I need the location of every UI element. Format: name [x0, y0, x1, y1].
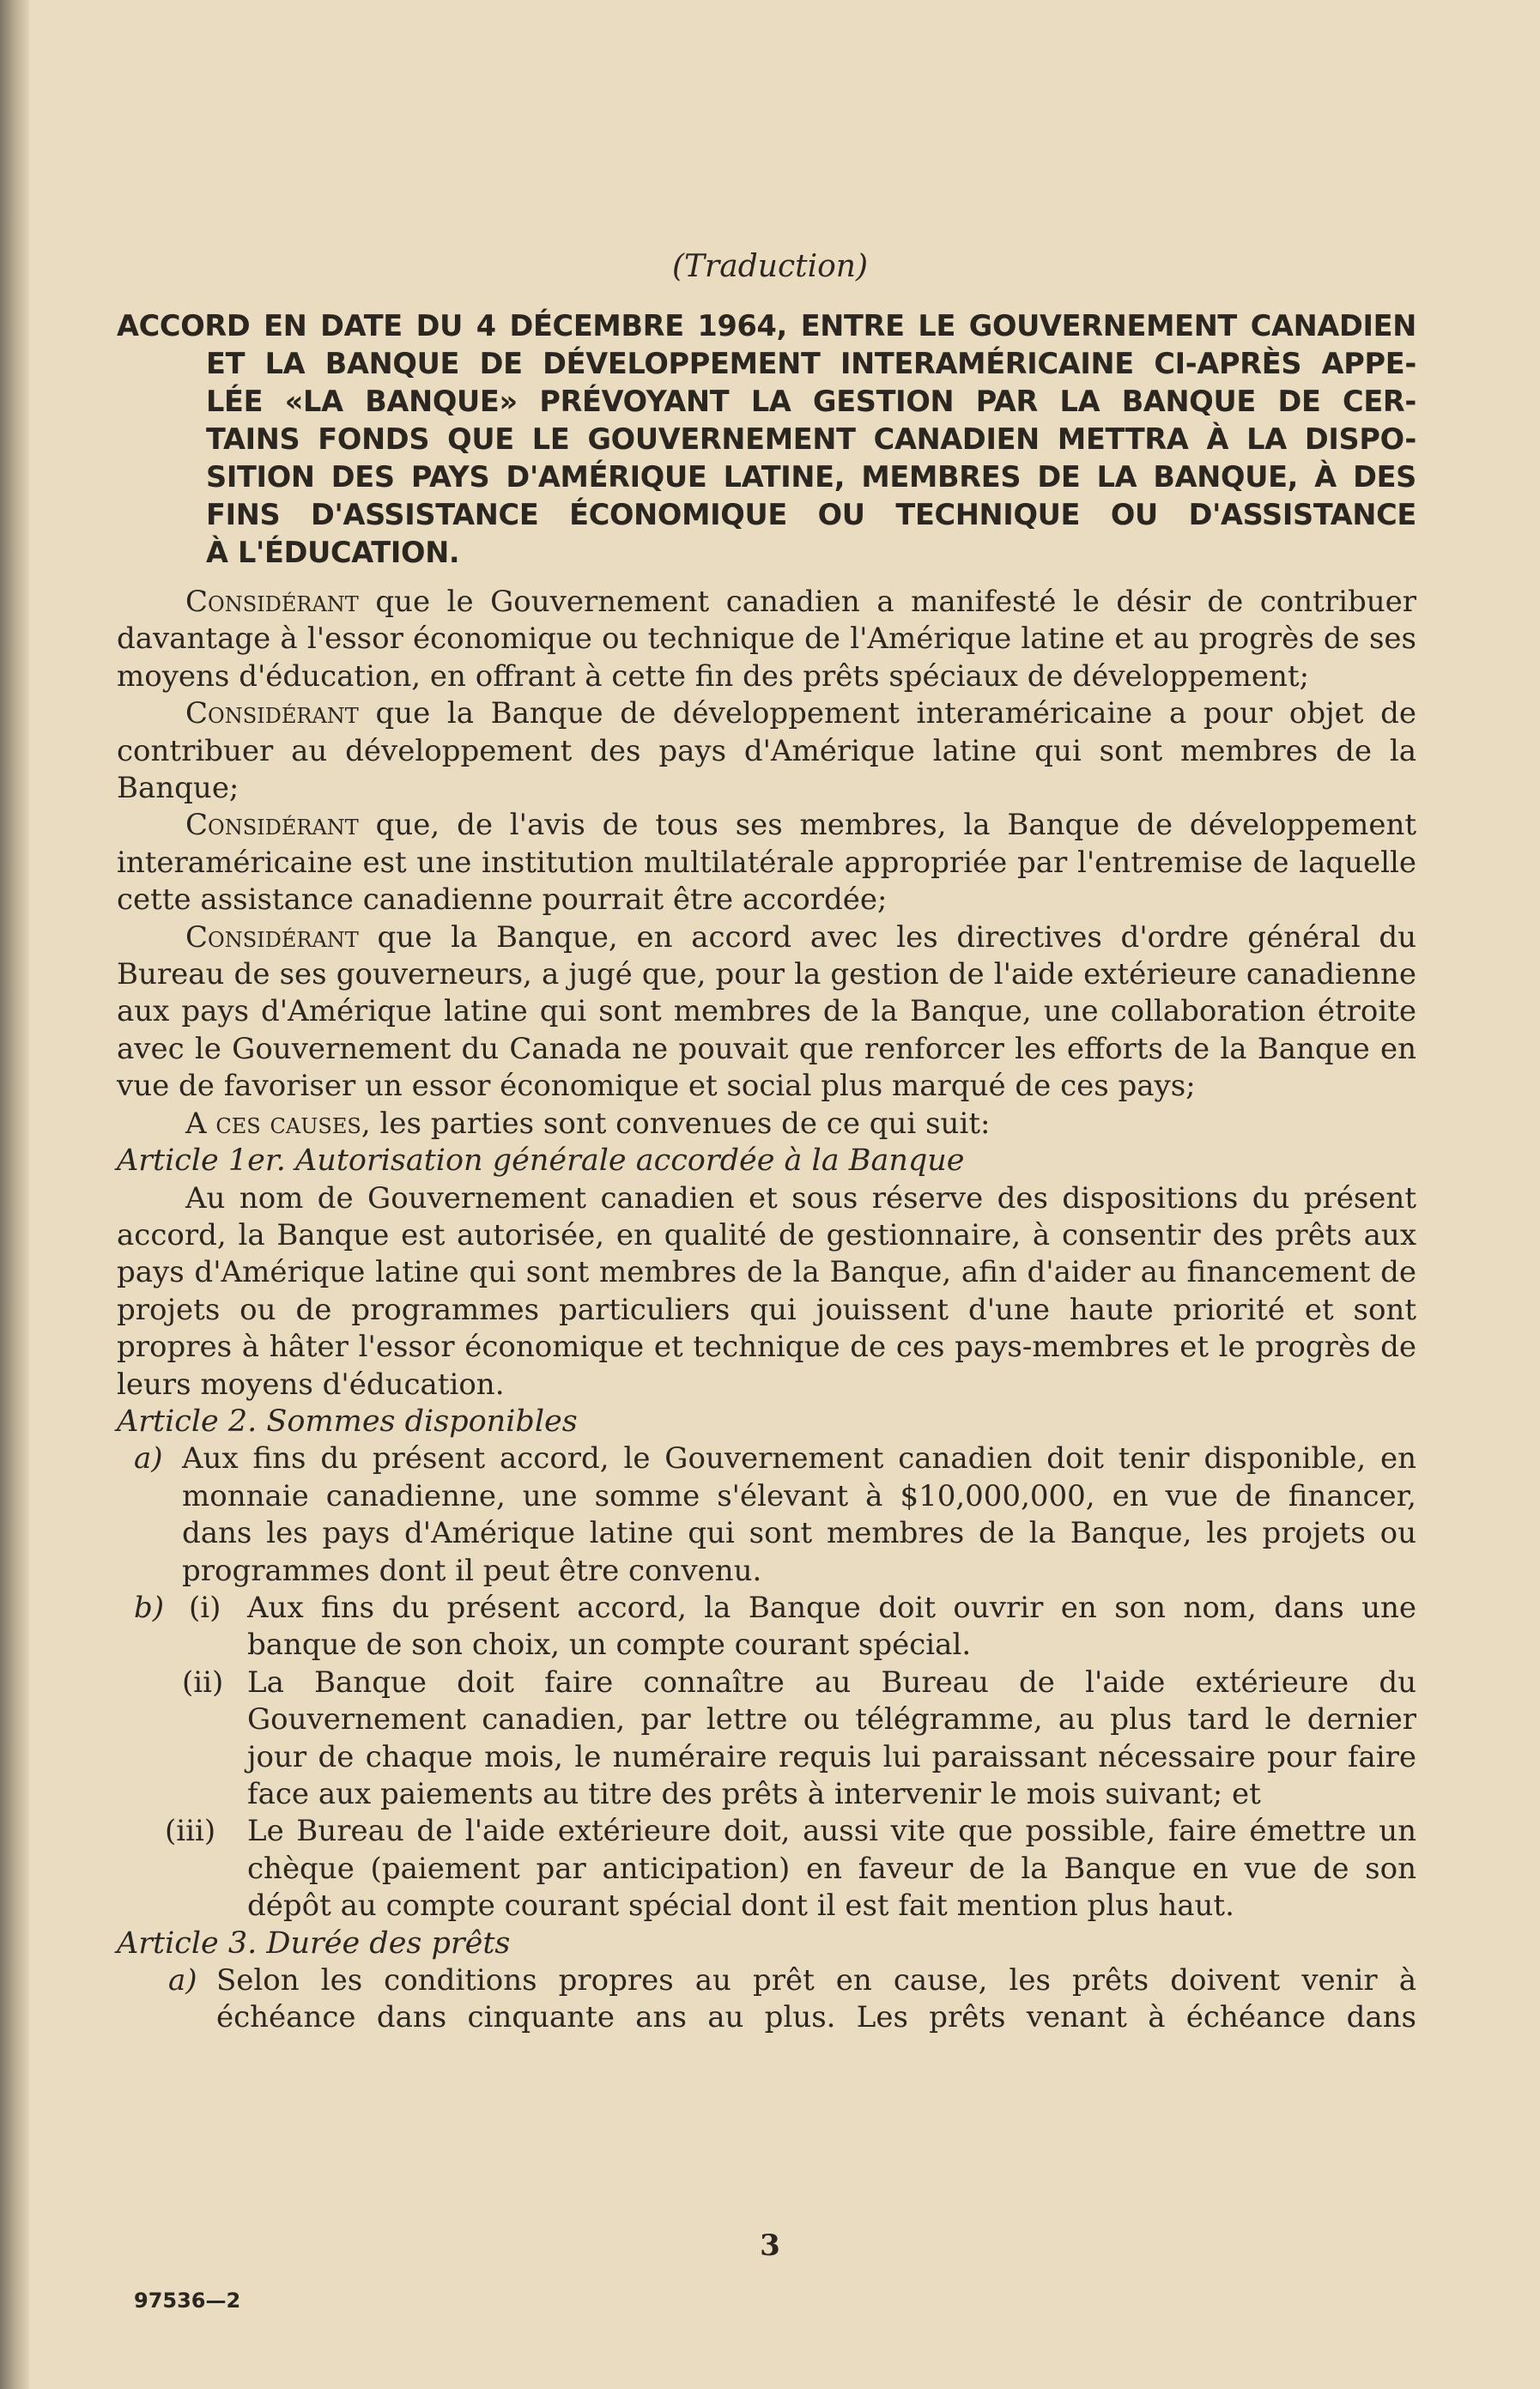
considerant-lead: Considérant	[185, 585, 359, 619]
considerant-text: que, de l'avis de tous ses membres, la Banque de développement interaméricaine est une institution multilatérale appropriée par l'entremise de laquelle cette assistance canadienne pourrait être accordée;	[117, 808, 1416, 918]
subitem-text: Le Bureau de l'aide extérieure doit, aussi vite que possible, faire émettre un chèque (paiement par anticipation) en faveur de la Banque en vue de son dépôt au compte courant spécial dont il est fait mention plus haut.	[247, 1814, 1416, 1924]
considerant-text: que la Banque de développement interaméricaine a pour objet de contribuer au développement des pays d'Amérique latine qui sont membres de la Banque;	[117, 696, 1416, 806]
item-text: Selon les conditions propres au prêt en cause, les prêts doivent venir à échéance dans cinquante ans au plus. Les prêts venant à échéance dans	[216, 1963, 1416, 2035]
subitem-label: (iii)	[165, 1814, 216, 1849]
considerant-paragraph	[117, 695, 1416, 807]
subitem-label: (i)	[189, 1590, 221, 1625]
item-label: b)	[134, 1590, 165, 1625]
article-2-heading: Article 2. Sommes disponibles	[117, 1404, 578, 1439]
considerant-lead: Considérant	[185, 696, 359, 731]
article-2-item-a	[117, 1440, 1416, 1590]
preamble	[117, 584, 1416, 2037]
article-1-heading: Article 1er. Autorisation générale accordée à la Banque	[117, 1143, 965, 1179]
article-3-item-a	[117, 1962, 1416, 2037]
considerant-text: que la Banque, en accord avec les directives d'ordre général du Bureau de ses gouverneurs, a jugé que, pour la gestion de l'aide extérieure canadienne aux pays d'Amérique latine qui sont membres de la Banque, une collaboration étroite avec le Gouvernement du Canada ne pouvait que renforcer les efforts de la Banque en vue de favoriser un essor économique et social plus marqué de ces pays;	[117, 919, 1416, 1104]
title-line: ACCORD EN DATE DU 4 DÉCEMBRE 1964, ENTRE LE GOUVERNEMENT CANADIEN	[117, 309, 1416, 343]
article-2-item-b-ii	[117, 1664, 1416, 1814]
causes-lead: A ces causes	[185, 1106, 361, 1141]
item-label: a)	[168, 1963, 197, 1998]
print-code: 97536—2	[134, 2289, 241, 2313]
title-line: FINS D'ASSISTANCE ÉCONOMIQUE OU TECHNIQUE OU D'ASSISTANCE	[206, 498, 1416, 531]
considerant-text: que le Gouvernement canadien a manifesté le désir de contribuer davantage à l'essor économique ou technique de l'Amérique latine et au progrès de ses moyens d'éducation, en offrant à cette fin des prêts spéciaux de développement;	[117, 585, 1416, 694]
title-line: SITION DES PAYS D'AMÉRIQUE LATINE, MEMBRES DE LA BANQUE, À DES	[206, 460, 1416, 494]
article-2-item-b-i	[117, 1590, 1416, 1664]
considerant-paragraph	[117, 584, 1416, 695]
translation-note: (Traduction)	[671, 249, 868, 284]
causes-text: , les parties sont convenues de ce qui suit:	[361, 1106, 991, 1141]
item-text: Aux fins du présent accord, le Gouvernement canadien doit tenir disponible, en monnaie canadienne, une somme s'élevant à $10,000,000, en vue de financer, dans les pays d'Amérique latine qui sont membres de la Banque, les projets ou programmes dont il peut être convenu.	[182, 1441, 1416, 1588]
considerant-lead: Considérant	[185, 919, 359, 955]
title-line: ET LA BANQUE DE DÉVELOPPEMENT INTERAMÉRICAINE CI-APRÈS APPE-	[206, 347, 1416, 380]
title-line: TAINS FONDS QUE LE GOUVERNEMENT CANADIEN METTRA À LA DISPO-	[206, 422, 1416, 456]
subitem-text: La Banque doit faire connaître au Bureau de l'aide extérieure du Gouvernement canadien, par lettre ou télégramme, au plus tard le dernier jour de chaque mois, le numéraire requis lui paraissant nécessaire pour faire face aux paiements au titre des prêts à intervenir le mois suivant; et	[247, 1664, 1416, 1811]
article-2-item-b-iii	[117, 1813, 1416, 1925]
agreement-title	[117, 307, 1416, 572]
causes-paragraph	[117, 1106, 1416, 1143]
subitem-text: Aux fins du présent accord, la Banque doit ouvrir en son nom, dans une banque de son choix, un compte courant spécial.	[247, 1590, 1416, 1663]
article-1-text: Au nom de Gouvernement canadien et sous réserve des dispositions du présent accord, la Banque est autorisée, en qualité de gestionnaire, à consentir des prêts aux pays d'Amérique latine qui sont membres de la Banque, afin d'aider au financement de projets ou de programmes particuliers qui jouissent d'une haute priorité et sont propres à hâter l'essor économique et technique de ces pays-membres et le progrès de leurs moyens d'éducation.	[117, 1180, 1416, 1402]
page-number: 3	[760, 2228, 780, 2263]
article-3-heading: Article 3. Durée des prêts	[117, 1925, 511, 1961]
title-line: LÉE «LA BANQUE» PRÉVOYANT LA GESTION PAR LA BANQUE DE CER-	[206, 385, 1416, 418]
item-label: a)	[134, 1441, 163, 1476]
title-line: À L'ÉDUCATION.	[206, 536, 460, 569]
considerant-lead: Considérant	[185, 808, 359, 843]
considerant-paragraph	[117, 807, 1416, 919]
considerant-paragraph	[117, 919, 1416, 1106]
subitem-label: (ii)	[182, 1664, 224, 1700]
